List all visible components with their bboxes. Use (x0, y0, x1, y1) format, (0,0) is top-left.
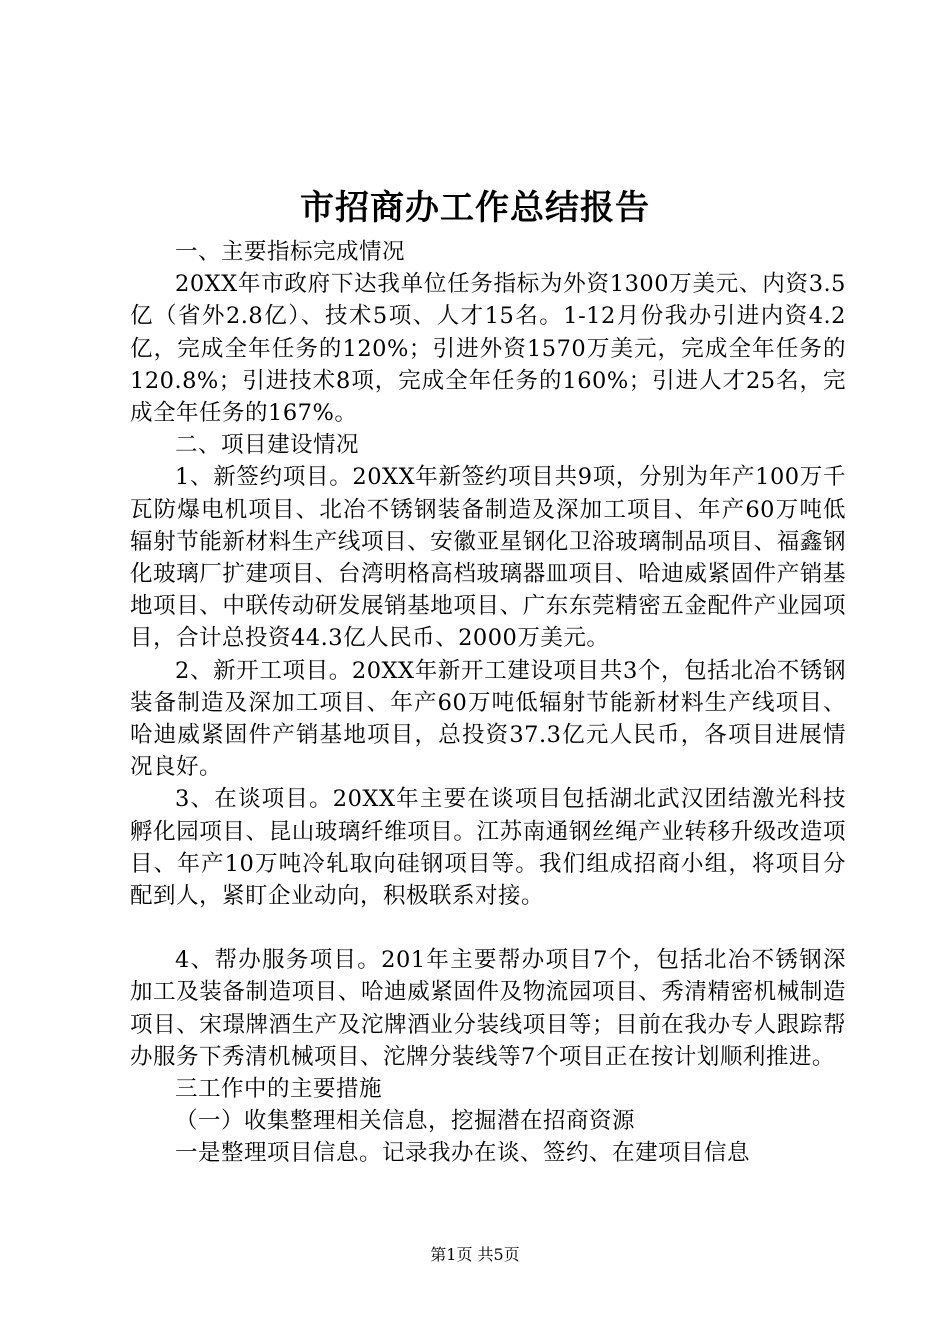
paragraph-negotiating-projects: 3、在谈项目。20XX年主要在谈项目包括湖北武汉团结激光科技孵化园项目、昆山玻璃纤维项目。江苏南通钢丝绳产业转移升级改造项目、年产10万吨冷轧取向硅钢项目等。我们组成招商小组，将项目分配到人，紧盯企业动向，积极联系对接。 (130, 786, 846, 910)
paragraph-project-info: 一是整理项目信息。记录我办在谈、签约、在建项目信息 (175, 1140, 751, 1167)
paragraph-new-started-projects: 2、新开工项目。20XX年新开工建设项目共3个，包括北冶不锈钢装备制造及深加工项目、年产60万吨低辐射节能新材料生产线项目、哈迪威紧固件产销基地项目，总投资37.3亿元人民币，各项目进展情况良好。 (130, 657, 846, 781)
paragraph-new-signed-projects: 1、新签约项目。20XX年新签约项目共9项，分别为年产100万千瓦防爆电机项目、北冶不锈钢装备制造及深加工项目、年产60万吨低辐射节能新材料生产线项目、安徽亚星钢化卫浴玻璃制品项目、福鑫钢化玻璃厂扩建项目、台湾明格高档玻璃器皿项目、哈迪威紧固件产销基地项目、中联传动研发展销基地项目、广东东莞精密五金配件产业园项目，合计总投资44.3亿人民币、2000万美元。 (130, 464, 846, 652)
section-heading-1: 一、主要指标完成情况 (175, 239, 406, 265)
section-heading-2: 二、项目建设情况 (175, 432, 360, 459)
document-body (130, 236, 846, 1170)
section-heading-3: 三工作中的主要措施 (175, 1076, 383, 1103)
subsection-heading-1: （一）收集整理相关信息，挖掘潜在招商资源 (175, 1108, 636, 1135)
page-footer: 第1页 共5页 (430, 1245, 520, 1264)
paragraph-indicators: 20XX年市政府下达我单位任务指标为外资1300万美元、内资3.5亿（省外2.8亿）、技术5项、人才15名。1-12月份我办引进内资4.2亿，完成全年任务的120%；引进外资1570万美元，完成全年任务的120.8%；引进技术8项，完成全年任务的160%；引进人才25名，完成全年任务的167%。 (130, 271, 846, 427)
document-title: 市招商办工作总结报告 (300, 188, 650, 228)
paragraph-service-projects: 4、帮办服务项目。201年主要帮办项目7个，包括北冶不锈钢深加工及装备制造项目、哈迪威紧固件及物流园项目、秀清精密机械制造项目、宋璟牌酒生产及沱牌酒业分装线项目等；目前在我办专人跟踪帮办服务下秀清机械项目、沱牌分装线等7个项目正在按计划顺利推进。 (130, 947, 846, 1070)
